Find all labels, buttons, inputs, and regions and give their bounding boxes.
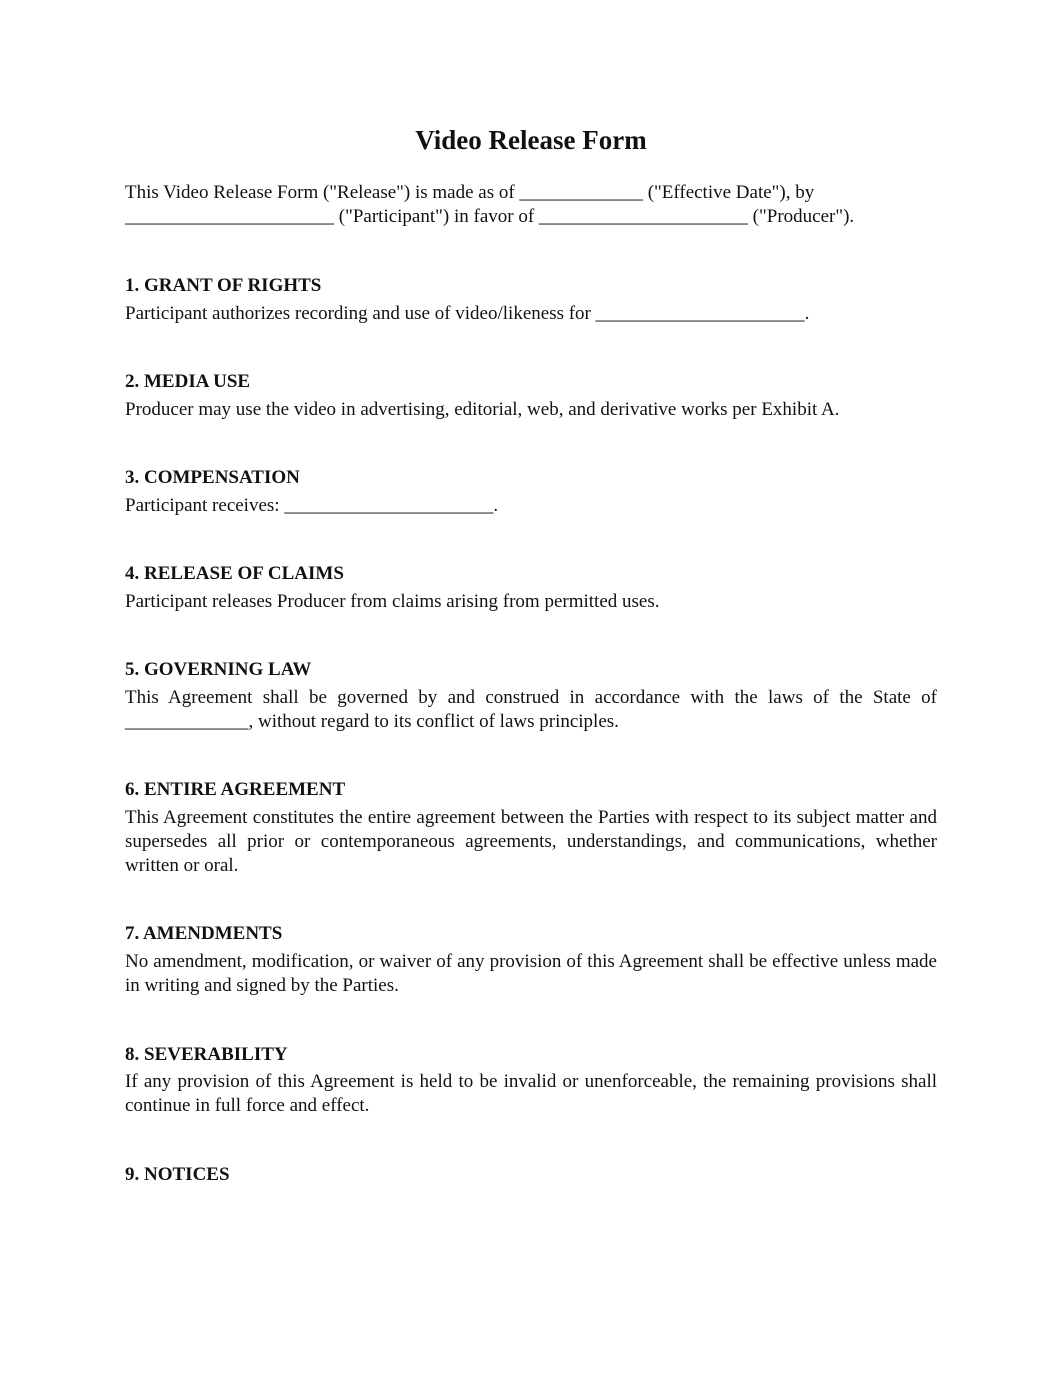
section-heading-notices: 9. NOTICES xyxy=(125,1164,230,1185)
section-heading-release-of-claims: 4. RELEASE OF CLAIMS xyxy=(125,563,344,584)
section-body-entire-agreement: This Agreement constitutes the entire agreement between the Parties with respect to its subject matter and supersedes all prior or contemporaneous agreements, understandings, and communications, whether written or oral. xyxy=(125,807,937,876)
intro-line-2: ______________________ ("Participant") in favor of ______________________ ("Producer"). xyxy=(125,206,855,227)
section-body-media-use: Producer may use the video in advertising, editorial, web, and derivative works per Exhibit A. xyxy=(125,399,840,420)
section-body-amendments: No amendment, modification, or waiver of any provision of this Agreement shall be effective unless made in writing and signed by the Parties. xyxy=(125,951,937,996)
section-body-release-of-claims: Participant releases Producer from claims arising from permitted uses. xyxy=(125,591,660,612)
section-heading-media-use: 2. MEDIA USE xyxy=(125,371,251,392)
section-heading-governing-law: 5. GOVERNING LAW xyxy=(125,659,312,680)
intro-line-1: This Video Release Form ("Release") is made as of _____________ ("Effective Date"), by xyxy=(125,182,815,203)
section-body-governing-law: This Agreement shall be governed by and construed in accordance with the laws of the State of _____________, without regard to its conflict of laws principles. xyxy=(125,687,937,732)
section-heading-amendments: 7. AMENDMENTS xyxy=(125,923,283,944)
section-heading-compensation: 3. COMPENSATION xyxy=(125,467,300,488)
section-body-severability: If any provision of this Agreement is held to be invalid or unenforceable, the remaining provisions shall continue in full force and effect. xyxy=(125,1071,937,1116)
section-body-compensation: Participant receives: ______________________. xyxy=(125,495,499,516)
section-heading-severability: 8. SEVERABILITY xyxy=(125,1044,288,1065)
intro-paragraph xyxy=(125,181,937,229)
section-heading-entire-agreement: 6. ENTIRE AGREEMENT xyxy=(125,779,346,800)
document-title: Video Release Form xyxy=(415,125,647,155)
section-body-grant-of-rights: Participant authorizes recording and use of video/likeness for ______________________. xyxy=(125,303,810,324)
section-heading-grant-of-rights: 1. GRANT OF RIGHTS xyxy=(125,275,322,296)
